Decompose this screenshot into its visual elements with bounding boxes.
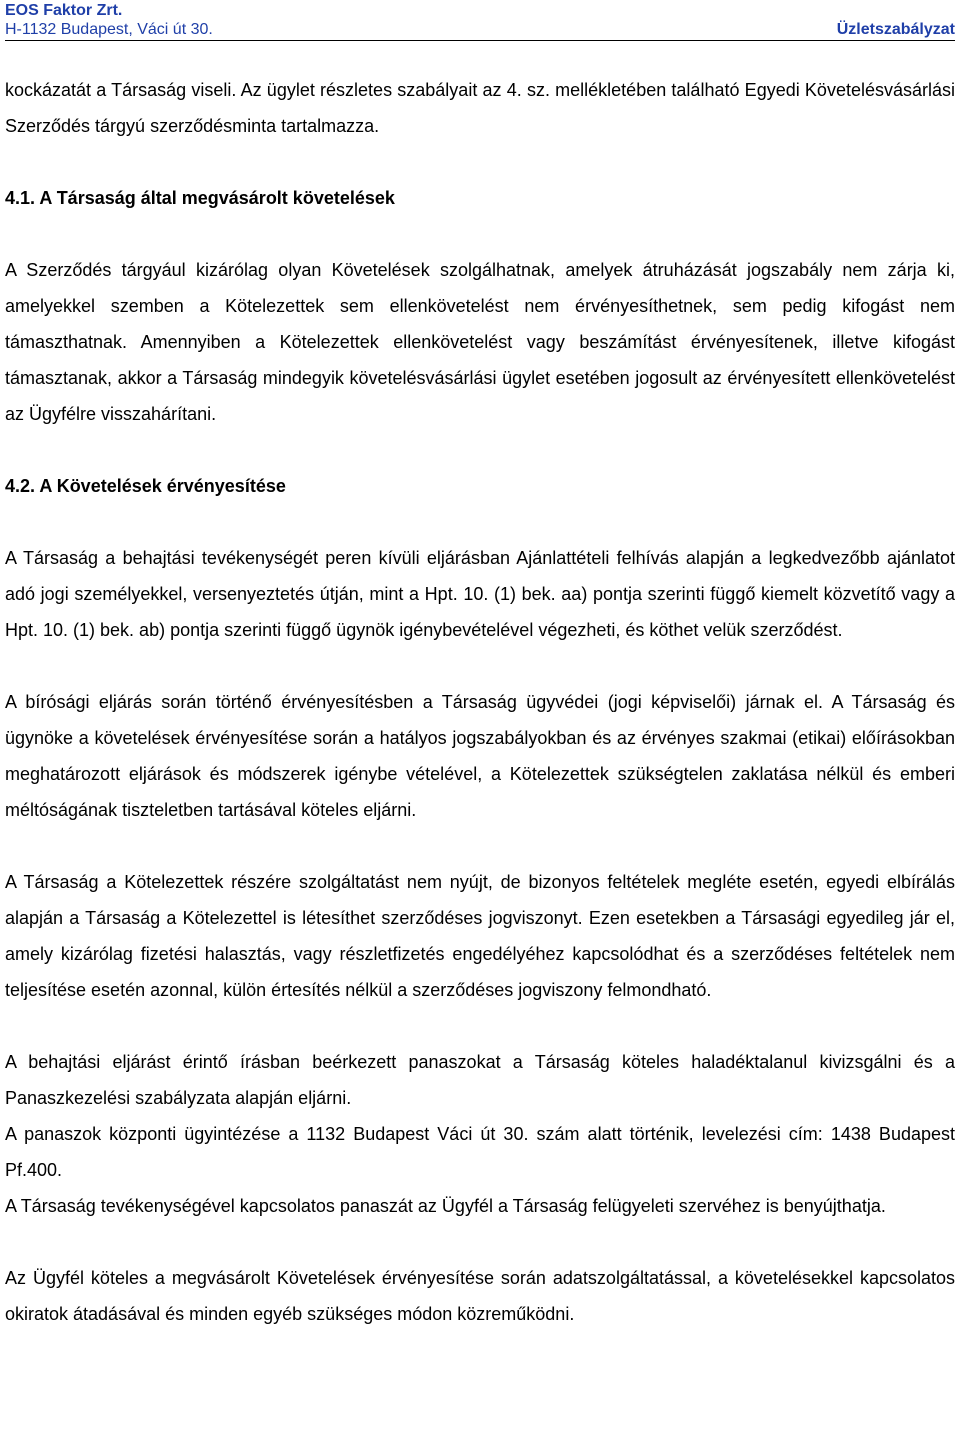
section-heading-4-2: 4.2. A Követelések érvényesítése xyxy=(5,476,286,496)
paragraph-4-1: A Szerződés tárgyául kizárólag olyan Követelések szolgálhatnak, amelyek átruházását jogszabály nem zárja ki, amelyekkel szemben a Kötelezettek sem ellenkövetelést nem érvényesíthetnek, sem pedig kifogást nem támaszthatnak. Amennyiben a Kötelezettek ellenkövetelést vagy beszámítást érvényesítenek, illetve kifogást támasztanak, akkor a Társaság mindegyik követelésvásárlási ügylet esetében jogosult az érvényesített ellenkövetelést az Ügyfélre visszahárítani. xyxy=(5,260,955,424)
paragraph-4-2-complaints: A behajtási eljárást érintő írásban beérkezett panaszokat a Társaság köteles haladéktalanul kivizsgálni és a Panaszkezelési szabályzata alapján eljárni. xyxy=(5,1052,955,1108)
document-title: Üzletszabályzat xyxy=(836,21,955,38)
company-name: EOS Faktor Zrt. xyxy=(5,2,123,19)
paragraph-4-2-address: A panaszok központi ügyintézése a 1132 Budapest Váci út 30. szám alatt történik, levelezési cím: 1438 Budapest Pf.400. xyxy=(5,1124,955,1180)
page-header xyxy=(5,2,955,41)
paragraph-4-2-supervisor: A Társaság tevékenységével kapcsolatos panaszát az Ügyfél a Társaság felügyeleti szervéhez is benyújthatja. xyxy=(5,1196,886,1216)
paragraph-4-2-obligors: A Társaság a Kötelezettek részére szolgáltatást nem nyújt, de bizonyos feltételek megléte esetén, egyedi elbírálás alapján a Társaság a Kötelezettel is létesíthet szerződéses jogviszonyt. Ezen esetekben a Társasági egyedileg jár el, amely kizárólag fizetési halasztás, vagy részletfizetés engedélyéhez kapcsolódhat és a szerződéses feltételek nem teljesítése esetén azonnal, külön értesítés nélkül a szerződéses jogviszony felmondható. xyxy=(5,872,955,1000)
section-heading-4-1: 4.1. A Társaság által megvásárolt követelések xyxy=(5,188,395,208)
paragraph-4-2-cooperation: Az Ügyfél köteles a megvásárolt Követelések érvényesítése során adatszolgáltatással, a követelésekkel kapcsolatos okiratok átadásával és minden egyéb szükséges módon közreműködni. xyxy=(5,1268,955,1324)
paragraph-4-2-collection: A Társaság a behajtási tevékenységét peren kívüli eljárásban Ajánlattételi felhívás alapján a legkedvezőbb ajánlatot adó jogi személyekkel, versenyeztetés útján, mint a Hpt. 10. (1) bek. aa) pontja szerinti függő kiemelt közvetítő vagy a Hpt. 10. (1) bek. ab) pontja szerinti függő ügynök igénybevételével végezheti, és köthet velük szerződést. xyxy=(5,548,955,640)
document-body xyxy=(5,72,955,1332)
company-address: H-1132 Budapest, Váci út 30. xyxy=(5,21,213,38)
paragraph-intro: kockázatát a Társaság viseli. Az ügylet részletes szabályait az 4. sz. mellékletében található Egyedi Követelésvásárlási Szerződés tárgyú szerződésminta tartalmazza. xyxy=(5,80,955,136)
paragraph-4-2-court: A bírósági eljárás során történő érvényesítésben a Társaság ügyvédei (jogi képviselői) járnak el. A Társaság és ügynöke a követelések érvényesítése során a hatályos jogszabályokban és az érvényes szakmai (etikai) előírásokban meghatározott eljárások és módszerek igénybe vételével, a Kötelezettek szükségtelen zaklatása nélkül és emberi méltóságának tiszteletben tartásával köteles eljárni. xyxy=(5,692,955,820)
